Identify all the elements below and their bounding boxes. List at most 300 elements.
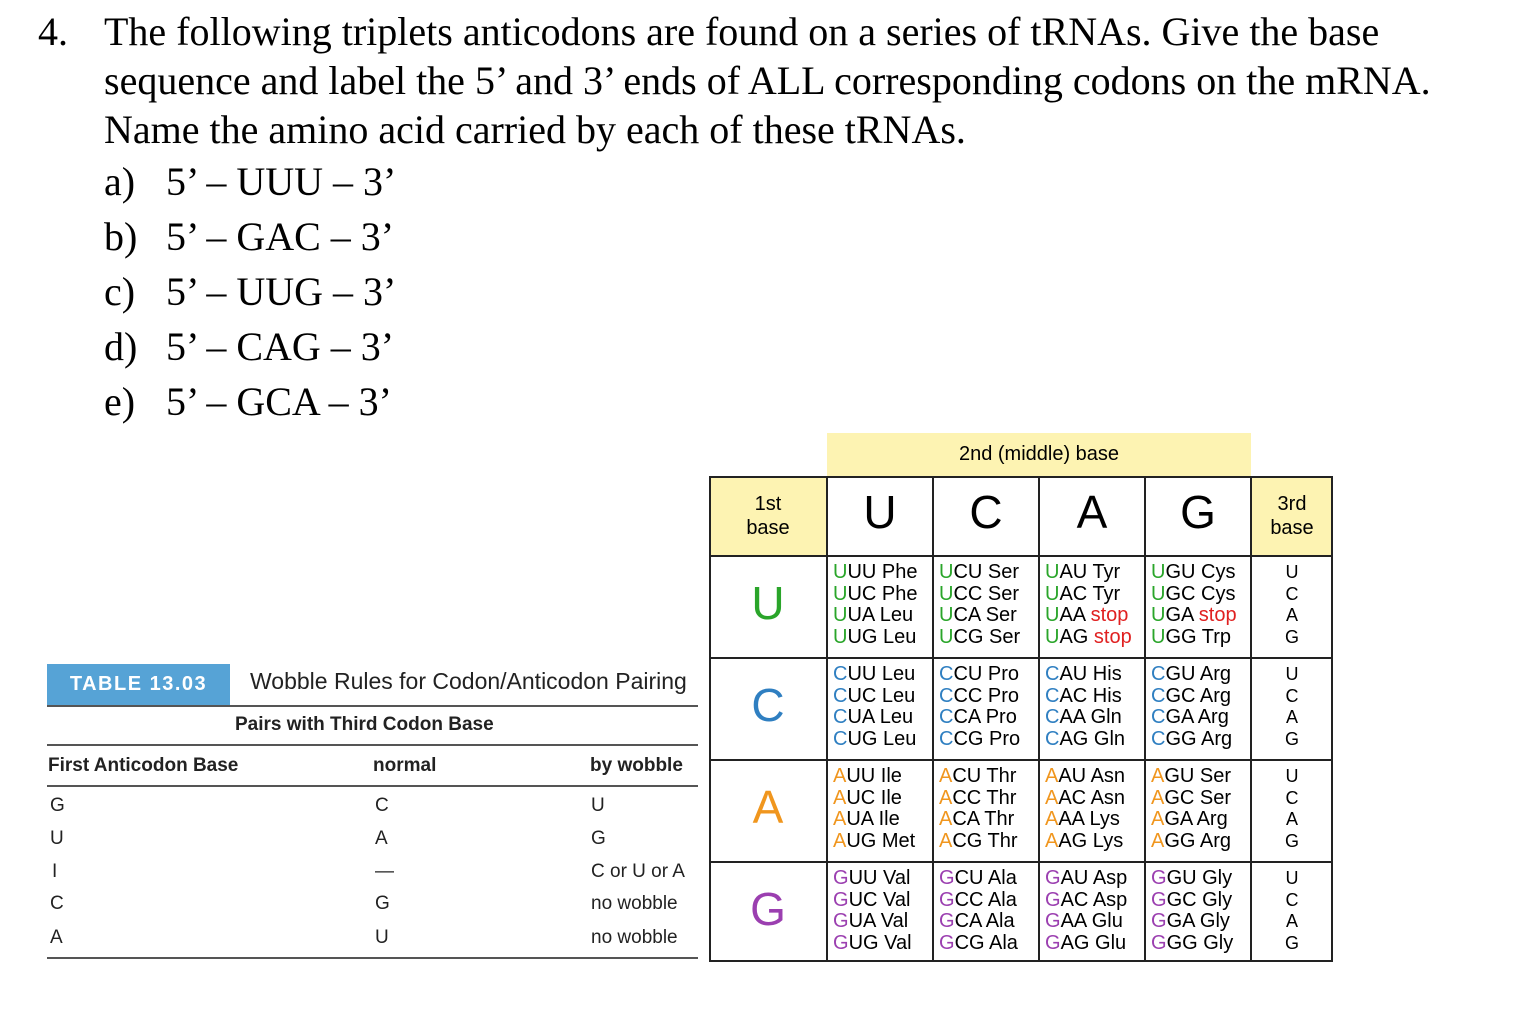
amino-acid: Gly	[1194, 910, 1230, 932]
amino-acid: Arg	[1195, 829, 1232, 852]
amino-acid: Val	[875, 910, 909, 932]
codon-entry	[833, 707, 916, 729]
amino-acid: Leu	[874, 706, 914, 728]
codon-entry	[939, 627, 1020, 649]
option-item	[104, 323, 394, 371]
amino-acid: Arg	[1192, 808, 1228, 830]
codon: ACA	[939, 808, 980, 830]
codon-entry	[833, 605, 918, 627]
table-divider	[47, 957, 698, 959]
codon: GGC	[1151, 888, 1197, 911]
codon-entry	[833, 766, 915, 788]
table-cell: U	[50, 828, 64, 849]
first-base-letter: A	[752, 781, 784, 833]
codon: AAU	[1045, 765, 1087, 787]
codon-entry	[939, 729, 1020, 751]
codon-entry	[1045, 933, 1127, 955]
question-number: 4.	[38, 9, 68, 54]
option-label: a)	[104, 159, 136, 204]
third-base-column	[1272, 766, 1312, 852]
grid-line	[709, 759, 1333, 761]
third-base-letter: G	[1284, 830, 1299, 851]
table-cell: G	[591, 828, 606, 849]
table-cell: —	[375, 861, 394, 882]
codon-entry	[939, 605, 1020, 627]
amino-acid: Gln	[1088, 727, 1126, 750]
codon-entry	[939, 766, 1018, 788]
codon-entry	[939, 890, 1018, 912]
codon-entry	[1045, 868, 1127, 890]
codon-entry	[833, 831, 915, 853]
amino-acid: Asp	[1088, 867, 1128, 889]
codon-entry	[1045, 627, 1132, 649]
codon-cell	[1151, 766, 1231, 852]
amino-acid: Gly	[1196, 867, 1233, 889]
genetic-code-table	[709, 433, 1334, 963]
question	[0, 0, 1528, 440]
codon-entry	[1151, 664, 1232, 686]
codon-cell	[939, 868, 1018, 954]
table-divider	[47, 785, 698, 787]
first-base-header-text: 1st base	[746, 493, 790, 539]
codon-entry	[833, 627, 918, 649]
third-base-header	[1251, 492, 1333, 540]
codon: GGA	[1151, 910, 1195, 932]
table-cell: G	[50, 795, 65, 816]
codon: GUA	[833, 910, 876, 932]
grid-line	[709, 555, 1333, 557]
codon-entry	[939, 686, 1020, 708]
table-subtitle: Pairs with Third Codon Base	[235, 714, 494, 735]
amino-acid: Arg	[1195, 684, 1232, 707]
amino-acid: Ile	[875, 765, 902, 787]
table-cell: I	[52, 861, 58, 882]
second-base-letter: U	[863, 486, 897, 538]
amino-acid: Gly	[1196, 888, 1233, 911]
codon: CCG	[939, 727, 984, 750]
codon-cell	[1045, 664, 1125, 750]
grid-line	[709, 960, 1333, 962]
codon: GGU	[1151, 867, 1197, 889]
codon: AUA	[833, 808, 874, 830]
codon: AAG	[1045, 829, 1088, 852]
third-base-letter: G	[1284, 728, 1299, 749]
amino-acid: Val	[877, 888, 911, 911]
stop-label: stop	[1088, 625, 1132, 648]
third-base-header-text: 3rd base	[1270, 493, 1314, 539]
codon: GCG	[939, 931, 985, 954]
codon: AAC	[1045, 786, 1087, 809]
table-cell: U	[375, 927, 389, 948]
codon-entry	[1045, 686, 1125, 708]
amino-acid: His	[1087, 663, 1122, 685]
codon-entry	[833, 562, 918, 584]
codon-cell	[1045, 562, 1132, 648]
codon: UUG	[833, 625, 878, 648]
codon-entry	[833, 933, 912, 955]
codon: GAA	[1045, 910, 1087, 932]
codon: GAU	[1045, 867, 1089, 889]
table-cell: U	[591, 795, 605, 816]
codon: CAG	[1045, 727, 1089, 750]
codon-entry	[1151, 605, 1237, 627]
codon-entry	[1151, 911, 1233, 933]
table-divider	[47, 705, 698, 707]
codon: UUC	[833, 582, 877, 605]
option-item	[104, 213, 394, 261]
codon: CCU	[939, 663, 983, 685]
codon: ACU	[939, 765, 982, 787]
amino-acid: Leu	[877, 625, 917, 648]
amino-acid: Ser	[1194, 786, 1232, 809]
option-text: 5’ – GCA – 3’	[166, 379, 392, 424]
table-cell: A	[375, 828, 388, 849]
codon-entry	[1151, 766, 1231, 788]
codon-cell	[939, 766, 1018, 852]
amino-acid: Ala	[981, 910, 1015, 932]
codon: UAA	[1045, 604, 1086, 626]
first-base-header	[709, 492, 827, 540]
codon: GUC	[833, 888, 878, 911]
table-cell: C or U or A	[591, 861, 685, 882]
amino-acid: Lys	[1083, 808, 1120, 830]
grid-line	[1038, 476, 1040, 962]
question-line: The following triplets anticodons are found on a series of tRNAs. Give the base	[104, 9, 1380, 54]
grid-line	[1250, 476, 1252, 962]
codon: AAA	[1045, 808, 1084, 830]
codon: UCC	[939, 582, 983, 605]
codon-entry	[1045, 584, 1132, 606]
amino-acid: Ser	[983, 625, 1021, 648]
codon: AGA	[1151, 808, 1193, 830]
first-base-letter: C	[751, 679, 785, 731]
codon-entry	[1151, 831, 1231, 853]
grid-line	[709, 861, 1333, 863]
codon-entry	[833, 788, 915, 810]
amino-acid: Ser	[980, 604, 1017, 626]
codon-entry	[1045, 766, 1125, 788]
codon: UAG	[1045, 625, 1089, 648]
codon-entry	[939, 788, 1018, 810]
amino-acid: Met	[876, 829, 916, 852]
second-base-letter: A	[1076, 486, 1108, 538]
codon-entry	[1151, 809, 1231, 831]
third-base-letter: U	[1285, 766, 1299, 786]
codon: AGC	[1151, 786, 1195, 809]
grid-line	[1331, 476, 1333, 962]
codon-cell	[833, 562, 918, 648]
option-text: 5’ – CAG – 3’	[166, 324, 395, 369]
codon: UCA	[939, 604, 981, 626]
codon-entry	[939, 831, 1018, 853]
amino-acid: Thr	[981, 765, 1017, 787]
codon: CGA	[1151, 706, 1194, 728]
codon-entry	[1045, 831, 1125, 853]
codon-entry	[1151, 707, 1232, 729]
codon-cell	[939, 562, 1020, 648]
codon: CAU	[1045, 663, 1088, 685]
codon: UGG	[1151, 625, 1197, 648]
amino-acid: Phe	[876, 582, 918, 605]
codon-entry	[1151, 627, 1237, 649]
third-base-column	[1272, 562, 1312, 648]
table-title: Wobble Rules for Codon/Anticodon Pairing	[250, 668, 687, 694]
codon-entry	[1151, 686, 1232, 708]
table-cell: G	[375, 893, 390, 914]
codon: GUG	[833, 931, 879, 954]
codon: UUA	[833, 604, 875, 626]
amino-acid: Cys	[1195, 561, 1236, 583]
codon-entry	[939, 664, 1020, 686]
codon-entry	[1151, 729, 1232, 751]
option-label: c)	[104, 269, 136, 314]
amino-acid: Arg	[1195, 663, 1232, 685]
codon-entry	[1045, 729, 1125, 751]
amino-acid: Leu	[876, 663, 916, 685]
codon-cell	[833, 766, 915, 852]
codon-cell	[1045, 868, 1127, 954]
codon-entry	[1045, 788, 1125, 810]
codon: AGG	[1151, 829, 1196, 852]
amino-acid: Pro	[983, 727, 1021, 750]
codon: UAU	[1045, 561, 1088, 583]
amino-acid: Phe	[876, 561, 918, 583]
codon: CUU	[833, 663, 877, 685]
second-base-letter: G	[1180, 486, 1216, 538]
amino-acid: Tyr	[1087, 561, 1121, 583]
codon-entry	[939, 584, 1020, 606]
codon: CGG	[1151, 727, 1197, 750]
amino-acid: Lys	[1087, 829, 1124, 852]
option-label: d)	[104, 324, 138, 369]
codon-cell	[833, 664, 916, 750]
amino-acid: Gln	[1085, 706, 1122, 728]
codon-entry	[939, 933, 1018, 955]
codon-entry	[833, 584, 918, 606]
option-text: 5’ – UUG – 3’	[166, 269, 397, 314]
codon: CUA	[833, 706, 875, 728]
codon-entry	[833, 809, 915, 831]
third-base-letter: C	[1285, 583, 1299, 604]
codon: UGA	[1151, 604, 1194, 626]
codon: CGC	[1151, 684, 1196, 707]
codon-entry	[1045, 664, 1125, 686]
codon-entry	[1045, 707, 1125, 729]
codon-entry	[1151, 584, 1237, 606]
third-base-letter: A	[1285, 605, 1298, 625]
amino-acid: Cys	[1195, 582, 1236, 605]
codon-entry	[1045, 911, 1127, 933]
amino-acid: Asp	[1088, 888, 1128, 911]
first-base-letter: U	[751, 577, 785, 629]
codon-entry	[1151, 788, 1231, 810]
table-divider	[47, 744, 698, 746]
amino-acid: Val	[877, 867, 911, 889]
amino-acid: Glu	[1086, 910, 1123, 932]
codon: UGC	[1151, 582, 1196, 605]
codon: CAC	[1045, 684, 1088, 707]
codon: UGU	[1151, 561, 1196, 583]
amino-acid: Ile	[873, 808, 900, 830]
amino-acid: Thr	[979, 808, 1015, 830]
codon-entry	[939, 868, 1018, 890]
codon: AUG	[833, 829, 877, 852]
amino-acid: Pro	[982, 663, 1020, 685]
amino-acid: Pro	[982, 684, 1020, 707]
amino-acid: Ser	[1194, 765, 1232, 787]
amino-acid: Pro	[980, 706, 1017, 728]
stop-label: stop	[1193, 604, 1237, 626]
codon-cell	[833, 868, 912, 954]
third-base-letter: U	[1285, 562, 1299, 582]
table-cell: no wobble	[591, 893, 678, 914]
codon-entry	[833, 911, 912, 933]
amino-acid: Gly	[1197, 931, 1234, 954]
option-text: 5’ – GAC – 3’	[166, 214, 395, 259]
option-label: e)	[104, 379, 136, 424]
codon: GCA	[939, 910, 982, 932]
amino-acid: His	[1087, 684, 1122, 707]
table-cell: no wobble	[591, 927, 678, 948]
option-item	[104, 378, 392, 426]
amino-acid: Thr	[981, 786, 1017, 809]
amino-acid: Leu	[874, 604, 914, 626]
option-item	[104, 268, 396, 316]
grid-line	[709, 476, 711, 962]
column-header: by wobble	[590, 755, 683, 776]
codon: UAC	[1045, 582, 1088, 605]
codon-entry	[833, 890, 912, 912]
codon: AUU	[833, 765, 876, 787]
codon-entry	[833, 664, 916, 686]
codon-entry	[1045, 890, 1127, 912]
option-item	[104, 158, 396, 206]
codon: ACG	[939, 829, 983, 852]
amino-acid: Asn	[1086, 786, 1126, 809]
second-base-letter: C	[969, 486, 1003, 538]
third-base-letter: G	[1284, 932, 1299, 953]
column-header: normal	[373, 755, 437, 776]
codon-entry	[1151, 868, 1233, 890]
amino-acid: Ser	[982, 561, 1020, 583]
amino-acid: Arg	[1196, 727, 1233, 750]
third-base-letter: U	[1285, 664, 1299, 684]
codon-entry	[833, 729, 916, 751]
codon-cell	[1045, 766, 1125, 852]
third-base-letter: C	[1285, 889, 1299, 910]
option-text: 5’ – UUU – 3’	[166, 159, 397, 204]
third-base-letter: C	[1285, 787, 1299, 808]
codon: CUC	[833, 684, 877, 707]
codon: CAA	[1045, 706, 1086, 728]
codon-cell	[1151, 868, 1233, 954]
amino-acid: Arg	[1193, 706, 1229, 728]
third-base-letter: G	[1284, 626, 1299, 647]
column-header: First Anticodon Base	[48, 755, 239, 776]
codon-entry	[1151, 562, 1237, 584]
amino-acid: Leu	[877, 727, 917, 750]
codon: GGG	[1151, 931, 1198, 954]
third-base-letter: A	[1285, 809, 1298, 829]
codon-entry	[1045, 605, 1132, 627]
codon-entry	[939, 707, 1020, 729]
codon-entry	[939, 911, 1018, 933]
amino-acid: Val	[878, 931, 912, 954]
third-base-letter: A	[1285, 911, 1298, 931]
third-base-letter: U	[1285, 868, 1299, 888]
table-cell: A	[50, 927, 63, 948]
codon-entry	[1045, 809, 1125, 831]
codon: UCG	[939, 625, 984, 648]
codon: GCU	[939, 867, 984, 889]
grid-line	[1144, 476, 1146, 962]
amino-acid: Ala	[984, 931, 1018, 954]
wobble-rules-table	[47, 662, 698, 962]
codon: GAG	[1045, 931, 1090, 954]
codon: CCA	[939, 706, 981, 728]
table-cell: C	[50, 893, 64, 914]
codon-cell	[1151, 664, 1232, 750]
first-base-letter: G	[750, 883, 786, 935]
codon-entry	[1151, 933, 1233, 955]
amino-acid: Ala	[983, 867, 1017, 889]
codon: UCU	[939, 561, 983, 583]
amino-acid: Ile	[875, 786, 902, 809]
codon-entry	[833, 686, 916, 708]
stop-label: stop	[1085, 604, 1129, 626]
amino-acid: Glu	[1089, 931, 1127, 954]
amino-acid: Trp	[1196, 625, 1232, 648]
codon: ACC	[939, 786, 982, 809]
codon: CUG	[833, 727, 878, 750]
option-label: b)	[104, 214, 138, 259]
codon: AUC	[833, 786, 876, 809]
table-tag: TABLE 13.03	[47, 664, 230, 705]
codon: CCC	[939, 684, 983, 707]
question-line: sequence and label the 5’ and 3’ ends of ALL corresponding codons on the mRNA.	[104, 58, 1431, 103]
grid-line	[709, 657, 1333, 659]
codon-entry	[1151, 890, 1233, 912]
codon: GAC	[1045, 888, 1089, 911]
grid-line	[826, 476, 828, 962]
amino-acid: Tyr	[1087, 582, 1121, 605]
amino-acid: Ser	[982, 582, 1020, 605]
third-base-column	[1272, 868, 1312, 954]
codon-entry	[833, 868, 912, 890]
amino-acid: Asn	[1086, 765, 1126, 787]
third-base-letter: A	[1285, 707, 1298, 727]
codon: UUU	[833, 561, 877, 583]
codon-entry	[939, 809, 1018, 831]
codon: CGU	[1151, 663, 1196, 685]
amino-acid: Thr	[982, 829, 1018, 852]
third-base-column	[1272, 664, 1312, 750]
amino-acid: Leu	[876, 684, 916, 707]
grid-line	[932, 476, 934, 962]
third-base-letter: C	[1285, 685, 1299, 706]
codon-entry	[1045, 562, 1132, 584]
middle-base-header: 2nd (middle) base	[827, 433, 1251, 476]
codon-entry	[939, 562, 1020, 584]
codon-cell	[1151, 562, 1237, 648]
question-line: Name the amino acid carried by each of these tRNAs.	[104, 107, 966, 152]
grid-line	[709, 476, 1333, 478]
codon: GUU	[833, 867, 878, 889]
codon: AGU	[1151, 765, 1195, 787]
table-cell: C	[375, 795, 389, 816]
amino-acid: Ala	[983, 888, 1017, 911]
codon-cell	[939, 664, 1020, 750]
